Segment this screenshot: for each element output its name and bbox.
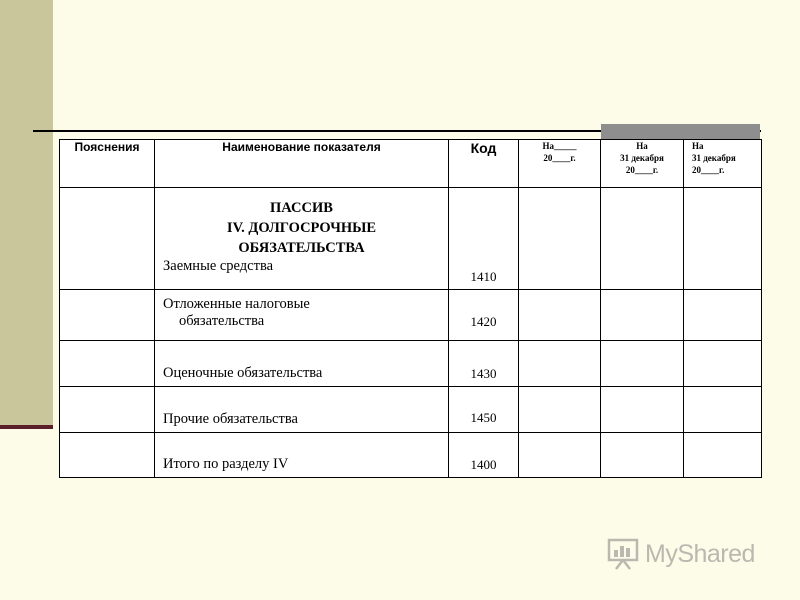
value-cell <box>684 188 762 290</box>
table-row <box>60 290 762 341</box>
top-gray-strip <box>601 124 760 139</box>
value-cell <box>519 433 601 478</box>
section-title-line: IV. ДОЛГОСРОЧНЫЕ <box>226 220 377 236</box>
header-period-1 <box>519 140 601 188</box>
table-row <box>60 341 762 387</box>
presentation-board-icon <box>606 536 642 572</box>
code-cell: 1450 <box>449 387 519 433</box>
header-period-1-line: 20____г. <box>543 153 576 163</box>
indicator-cell <box>155 188 449 290</box>
header-period-3-line: 31 декабря <box>692 153 736 163</box>
myshared-watermark <box>606 536 766 572</box>
header-period-3-line: На <box>692 141 704 151</box>
balance-table <box>59 139 762 478</box>
row-label: Оценочные обязательства <box>163 365 323 381</box>
indicator-cell <box>155 341 449 387</box>
value-cell <box>601 341 684 387</box>
value-cell <box>684 433 762 478</box>
left-decor-bar-edge <box>0 425 53 429</box>
value-cell <box>519 387 601 433</box>
section-title <box>155 188 448 258</box>
value-cell <box>684 341 762 387</box>
value-cell <box>601 387 684 433</box>
notes-cell <box>60 290 155 341</box>
left-decor-bar <box>0 0 53 427</box>
header-period-3 <box>684 140 762 188</box>
header-period-2-line: 20____г. <box>625 165 659 175</box>
value-cell <box>601 188 684 290</box>
value-cell <box>519 290 601 341</box>
header-period-3-line: 20____г. <box>692 165 725 175</box>
watermark-text: MyShared <box>645 539 755 568</box>
table-row <box>60 188 762 290</box>
row-label: Прочие обязательства <box>163 411 298 427</box>
value-cell <box>601 290 684 341</box>
row-label: Заемные средства <box>163 258 274 274</box>
section-title-line: ОБЯЗАТЕЛЬСТВА <box>238 240 365 256</box>
table-row <box>60 433 762 478</box>
value-cell <box>684 387 762 433</box>
header-period-1-line: На_____ <box>542 141 577 151</box>
value-cell <box>601 433 684 478</box>
header-indicator-name: Наименование показателя <box>155 140 449 188</box>
code-cell: 1420 <box>449 290 519 341</box>
row-label: Итого по разделу IV <box>163 456 289 472</box>
row-label: обязательства <box>179 313 265 329</box>
value-cell <box>519 188 601 290</box>
value-cell <box>684 290 762 341</box>
notes-cell <box>60 433 155 478</box>
header-period-2 <box>601 140 684 188</box>
code-cell: 1410 <box>449 188 519 290</box>
value-cell <box>519 341 601 387</box>
notes-cell <box>60 387 155 433</box>
indicator-cell <box>155 290 449 341</box>
notes-cell <box>60 341 155 387</box>
header-code: Код <box>449 140 519 188</box>
header-period-2-line: 31 декабря <box>620 153 664 163</box>
header-notes: Пояснения <box>60 140 155 188</box>
notes-cell <box>60 188 155 290</box>
row-label: Отложенные налоговые <box>163 296 310 312</box>
table-header-row <box>60 140 762 188</box>
table-row <box>60 387 762 433</box>
code-cell: 1430 <box>449 341 519 387</box>
code-cell: 1400 <box>449 433 519 478</box>
indicator-cell <box>155 433 449 478</box>
indicator-cell <box>155 387 449 433</box>
section-title-line: ПАССИВ <box>270 200 333 216</box>
header-period-2-line: На <box>636 141 648 151</box>
